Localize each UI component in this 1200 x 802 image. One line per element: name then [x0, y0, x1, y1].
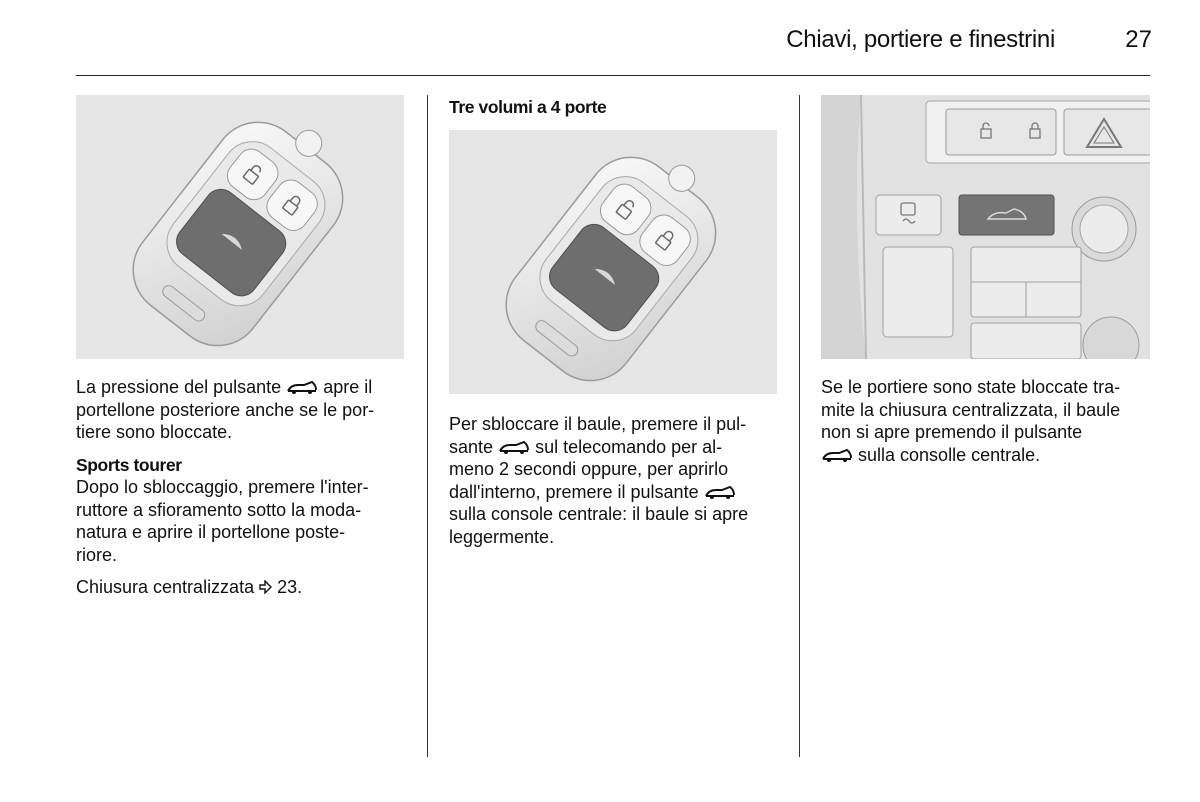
- remote-key-illustration: [76, 95, 404, 359]
- sports-tourer-heading: Sports tourer: [76, 454, 182, 475]
- paragraph-trunk-button: La pressione del pulsante apre il portellone posteriore anche se le por- tiere sono bloccate.: [76, 377, 375, 442]
- column-3-text: Se le portiere sono state bloccate tra- mite la chiusura centralizzata, il baule non si apre premendo il pulsante sulla consolle centrale.: [821, 377, 1121, 465]
- sedan-heading: Tre volumi a 4 porte: [449, 97, 607, 117]
- column-1-text: [76, 376, 416, 599]
- paragraph-sports-tourer: Dopo lo sbloccaggio, premere l'inter- ruttore a sfioramento sotto la moda- natura e aprire il portellone poste- riore.: [76, 477, 369, 565]
- cross-reference[interactable]: Chiusura centralizzata 23.: [76, 577, 303, 597]
- remote-key-sedan-illustration: [449, 130, 777, 394]
- trunk-open-icon: [821, 448, 853, 462]
- column-2-text: Per sbloccare il baule, premere il pul- sante sul telecomando per al- meno 2 secondi oppure, per aprirlo dall'interno, premere il pulsante sulla console centrale: il baule si apre leggermente.: [449, 414, 749, 547]
- center-console-illustration: [821, 95, 1150, 359]
- header-rule: [76, 75, 1150, 76]
- reference-arrow-icon: [259, 580, 272, 594]
- trunk-open-icon: [286, 380, 318, 394]
- page-title: Chiavi, portiere e finestrini: [786, 26, 1055, 53]
- page-number: 27: [1125, 26, 1152, 53]
- trunk-open-icon: [498, 440, 530, 454]
- column-divider-2: [799, 95, 800, 757]
- trunk-open-icon: [704, 485, 736, 499]
- column-divider-1: [427, 95, 428, 757]
